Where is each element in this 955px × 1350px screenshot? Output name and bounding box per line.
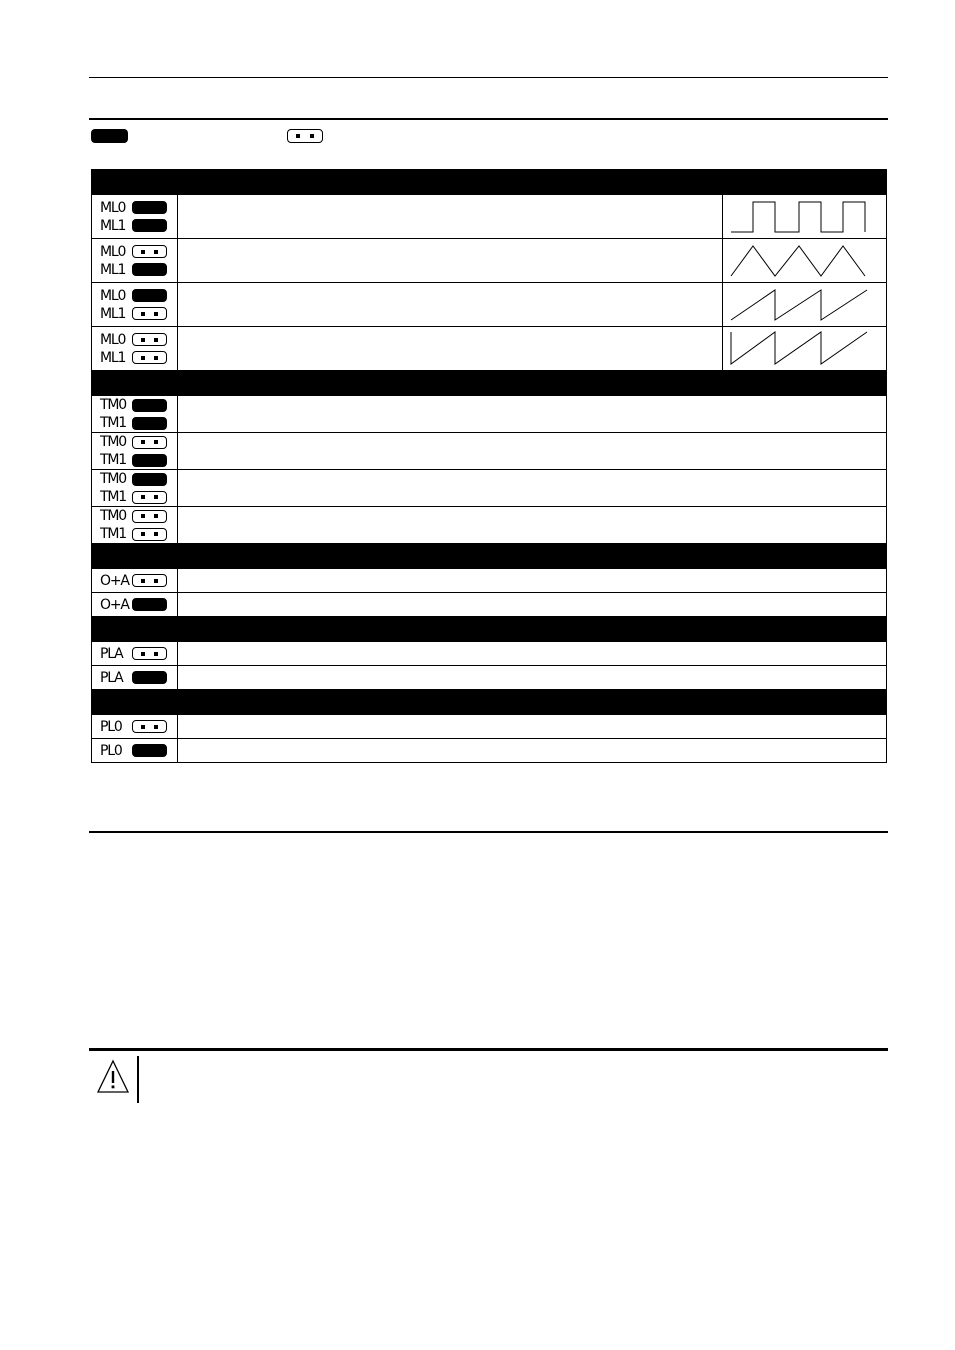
jumper-setting (92, 470, 177, 488)
description-cell (178, 433, 887, 470)
jumper-label-cell (92, 283, 178, 327)
jumper-name: TM1 (100, 489, 126, 505)
jumper-name: TM0 (100, 471, 126, 487)
jumper-setting (92, 396, 177, 414)
table-row (92, 593, 887, 617)
description-cell (178, 642, 887, 666)
jumper-closed-icon (132, 399, 167, 412)
jumper-name: O+A (100, 596, 129, 613)
jumper-setting (92, 243, 177, 261)
section-top-rule (89, 118, 888, 120)
ramp-down-wave-icon (729, 330, 879, 368)
jumper-name: O+A (100, 572, 129, 589)
jumper-name: ML1 (100, 217, 126, 234)
description-cell (178, 715, 887, 739)
jumper-closed-icon (132, 598, 167, 611)
jumper-name: TM0 (100, 508, 126, 524)
section-header-bar (92, 690, 887, 715)
jumper-label-cell (92, 195, 178, 239)
jumper-label-cell (92, 327, 178, 371)
jumper-closed-icon (132, 671, 167, 684)
jumper-setting (92, 716, 177, 738)
jumper-open-icon (132, 720, 167, 733)
table-row (92, 666, 887, 690)
jumper-table-body (92, 170, 887, 763)
jumper-open-icon (132, 647, 167, 660)
table-row (92, 327, 887, 371)
description-cell (178, 470, 887, 507)
jumper-name: TM1 (100, 415, 126, 431)
description-cell (178, 327, 723, 371)
table-row (92, 715, 887, 739)
jumper-name: PLA (100, 669, 123, 686)
jumper-open-icon (132, 574, 167, 587)
description-cell (178, 239, 723, 283)
jumper-name: ML0 (100, 243, 126, 260)
jumper-setting (92, 667, 177, 689)
jumper-settings-table (91, 169, 887, 763)
jumper-label-cell (92, 739, 178, 763)
table-row (92, 507, 887, 544)
jumper-setting (92, 525, 177, 543)
section-header-bar (92, 170, 887, 195)
jumper-label-cell (92, 715, 178, 739)
jumper-setting (92, 199, 177, 217)
jumper-setting (92, 488, 177, 506)
jumper-open-icon (132, 510, 167, 523)
section-header-cell (92, 617, 887, 642)
section-header-bar (92, 617, 887, 642)
table-row (92, 396, 887, 433)
description-cell (178, 396, 887, 433)
table-row (92, 569, 887, 593)
section-divider-rule (89, 831, 888, 833)
jumper-setting (92, 643, 177, 665)
waveform-cell (722, 195, 886, 239)
jumper-name: TM1 (100, 526, 126, 542)
jumper-label-cell (92, 396, 178, 433)
waveform-cell (722, 283, 886, 327)
jumper-open-icon (132, 436, 167, 449)
caution-divider (137, 1056, 139, 1103)
jumper-name: PL0 (100, 742, 122, 759)
jumper-name: TM0 (100, 397, 126, 413)
section-header-cell (92, 544, 887, 569)
jumper-open-icon (132, 528, 167, 541)
jumper-name: ML0 (100, 331, 126, 348)
jumper-open-icon (132, 491, 167, 504)
jumper-closed-icon (132, 744, 167, 757)
jumper-closed-icon (132, 201, 167, 214)
jumper-closed-icon (132, 289, 167, 302)
jumper-label-cell (92, 642, 178, 666)
legend-jumper-open-icon (287, 129, 323, 143)
jumper-setting (92, 261, 177, 279)
table-row (92, 433, 887, 470)
description-cell (178, 283, 723, 327)
jumper-name: PL0 (100, 718, 122, 735)
jumper-setting (92, 570, 177, 592)
jumper-name: PLA (100, 645, 123, 662)
jumper-setting (92, 349, 177, 367)
warning-triangle-icon (96, 1058, 130, 1096)
table-row (92, 739, 887, 763)
jumper-label-cell (92, 593, 178, 617)
section-header-bar (92, 544, 887, 569)
section-header-cell (92, 371, 887, 396)
section-header-cell (92, 170, 887, 195)
jumper-name: ML1 (100, 349, 126, 366)
jumper-label-cell (92, 470, 178, 507)
table-row (92, 470, 887, 507)
jumper-open-icon (132, 245, 167, 258)
waveform-cell (722, 327, 886, 371)
jumper-open-icon (132, 307, 167, 320)
header-rule (89, 77, 888, 78)
jumper-label-cell (92, 569, 178, 593)
ramp-up-wave-icon (729, 286, 879, 324)
jumper-label-cell (92, 433, 178, 470)
section-header-bar (92, 371, 887, 396)
jumper-setting (92, 414, 177, 432)
jumper-setting (92, 507, 177, 525)
description-cell (178, 593, 887, 617)
jumper-setting (92, 287, 177, 305)
description-cell (178, 739, 887, 763)
jumper-name: ML0 (100, 287, 126, 304)
jumper-setting (92, 594, 177, 616)
jumper-closed-icon (132, 263, 167, 276)
jumper-setting (92, 305, 177, 323)
section-header-cell (92, 690, 887, 715)
jumper-closed-icon (132, 417, 167, 430)
jumper-name: TM0 (100, 434, 126, 450)
jumper-label-cell (92, 239, 178, 283)
jumper-setting (92, 433, 177, 451)
table-row (92, 642, 887, 666)
table-row (92, 283, 887, 327)
waveform-cell (722, 239, 886, 283)
square-wave-icon (729, 198, 879, 236)
jumper-name: TM1 (100, 452, 126, 468)
jumper-open-icon (132, 351, 167, 364)
table-row (92, 239, 887, 283)
legend-jumper-closed-icon (91, 129, 128, 143)
caution-top-rule (89, 1048, 888, 1051)
jumper-setting (92, 740, 177, 762)
jumper-setting (92, 217, 177, 235)
description-cell (178, 569, 887, 593)
jumper-setting (92, 331, 177, 349)
jumper-label-cell (92, 666, 178, 690)
jumper-name: ML0 (100, 199, 126, 216)
jumper-setting (92, 451, 177, 469)
jumper-label-cell (92, 507, 178, 544)
jumper-closed-icon (132, 219, 167, 232)
description-cell (178, 666, 887, 690)
description-cell (178, 507, 887, 544)
jumper-closed-icon (132, 454, 167, 467)
jumper-name: ML1 (100, 305, 126, 322)
jumper-closed-icon (132, 473, 167, 486)
description-cell (178, 195, 723, 239)
jumper-name: ML1 (100, 261, 126, 278)
jumper-open-icon (132, 333, 167, 346)
table-row (92, 195, 887, 239)
triangle-wave-icon (729, 242, 879, 280)
